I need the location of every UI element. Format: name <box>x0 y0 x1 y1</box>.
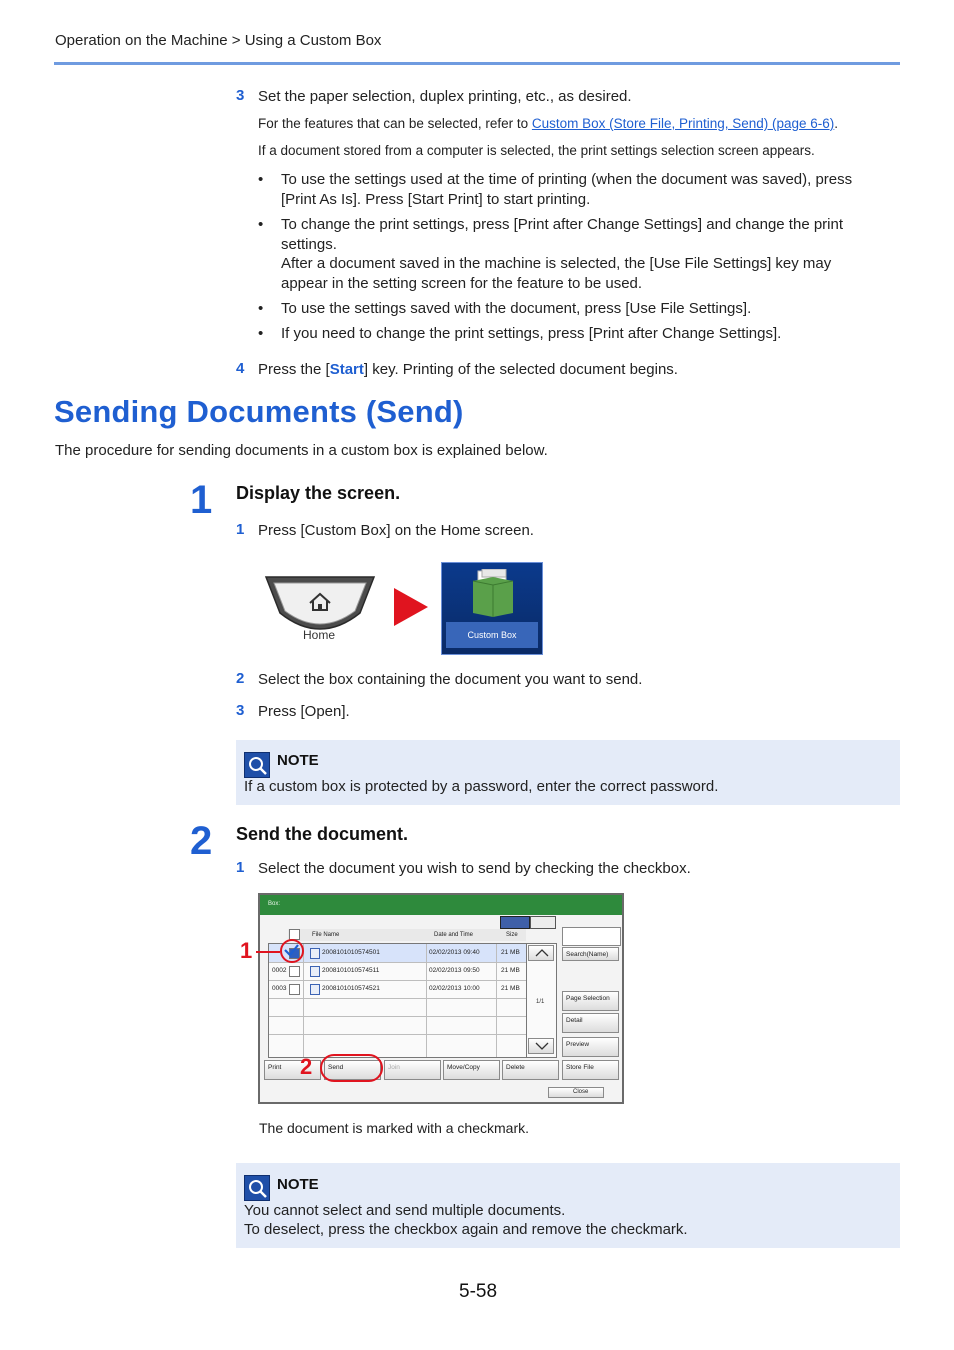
reference-line <box>258 116 838 131</box>
list-view-icon[interactable] <box>500 916 530 929</box>
bullet-item <box>258 170 898 210</box>
join-button[interactable]: Join <box>384 1060 441 1080</box>
bullet-dot: • <box>258 216 264 233</box>
file-size: 21 MB <box>501 967 520 974</box>
search-name-button[interactable]: Search(Name) <box>562 947 619 961</box>
note-box <box>236 1163 900 1248</box>
bullet-dot: • <box>258 300 264 317</box>
section-intro: The procedure for sending documents in a custom box is explained below. <box>55 442 548 459</box>
bullet-item <box>258 324 898 344</box>
page-selection-button[interactable]: Page Selection <box>562 991 619 1011</box>
home-key-label: Home <box>303 628 336 642</box>
header-divider <box>54 62 900 65</box>
file-date: 02/02/2013 09:40 <box>429 949 480 956</box>
table-row[interactable] <box>269 962 527 981</box>
thumbnail-view-icon[interactable] <box>530 916 556 929</box>
note-text: You cannot select and send multiple documents. <box>244 1202 566 1219</box>
substep-text: Press [Custom Box] on the Home screen. <box>258 522 534 539</box>
search-field[interactable] <box>562 927 621 946</box>
bullet-line: To use the settings saved with the document, press [Use File Settings]. <box>281 300 752 317</box>
reference-suffix: . <box>834 116 839 131</box>
bullet-line: To use the settings used at the time of printing (when the document was saved), press <box>281 171 853 188</box>
section-title: Sending Documents (Send) <box>54 394 464 429</box>
file-name: 2008101010574501 <box>322 949 380 956</box>
substep-number: 1 <box>236 859 245 876</box>
detail-button[interactable]: Detail <box>562 1013 619 1033</box>
file-name: 2008101010574521 <box>322 985 380 992</box>
home-key-image <box>264 575 376 647</box>
bullet-item <box>258 299 898 319</box>
substep-number: 1 <box>236 521 245 538</box>
file-icon <box>310 966 320 977</box>
bullet-line: If you need to change the print settings, press [Print after Change Settings]. <box>281 325 782 342</box>
col-date-time[interactable]: Date and Time <box>434 932 474 938</box>
callout-circle <box>280 939 304 963</box>
bullet-line: To change the print settings, press [Print after Change Settings] and change the print <box>281 216 844 233</box>
file-size: 21 MB <box>501 985 520 992</box>
row-number: 0003 <box>272 985 287 992</box>
bullet-dot: • <box>258 171 264 188</box>
substep-number: 3 <box>236 702 245 719</box>
operation-panel-screenshot <box>258 893 624 1104</box>
delete-button[interactable]: Delete <box>502 1060 559 1080</box>
checkbox[interactable] <box>289 966 300 977</box>
move-copy-button[interactable]: Move/Copy <box>443 1060 500 1080</box>
start-key-label: Start <box>329 361 364 378</box>
close-button[interactable]: Close <box>548 1087 604 1098</box>
row-number: 0002 <box>272 967 287 974</box>
col-size[interactable]: Size <box>506 932 518 938</box>
reference-link[interactable]: Custom Box (Store File, Printing, Send) (page 6-6) <box>531 116 835 131</box>
substep-text <box>258 360 678 379</box>
info-text: If a document stored from a computer is selected, the print settings selection screen appears. <box>258 143 815 158</box>
substep-number: 4 <box>236 360 245 377</box>
checkbox[interactable] <box>289 984 300 995</box>
preview-button[interactable]: Preview <box>562 1037 619 1057</box>
substep-text: Select the document you wish to send by checking the checkbox. <box>258 860 691 877</box>
scroll-up-button[interactable] <box>528 945 554 961</box>
bullet-dot: • <box>258 325 264 342</box>
checkmark-icon <box>282 941 301 960</box>
file-date: 02/02/2013 10:00 <box>429 985 480 992</box>
callout-line <box>256 951 280 953</box>
table-row <box>269 998 527 1017</box>
bullet-line: After a document saved in the machine is selected, the [Use File Settings] key may <box>281 255 832 272</box>
page-number: 5-58 <box>459 1281 498 1302</box>
breadcrumb: Operation on the Machine > Using a Custom Box <box>55 32 382 49</box>
table-row <box>269 1034 527 1052</box>
note-icon <box>244 752 270 778</box>
file-name: 2008101010574511 <box>322 967 380 974</box>
table-header <box>288 929 526 941</box>
scroll-column <box>526 943 557 1058</box>
note-text: If a custom box is protected by a password, enter the correct password. <box>244 778 719 795</box>
custom-box-label: Custom Box <box>446 622 538 648</box>
bullet-line: settings. <box>281 235 337 253</box>
bullet-line: [Print As Is]. Press [Start Print] to start printing. <box>281 190 591 208</box>
step-number: 1 <box>190 478 213 522</box>
bullet-line: appear in the setting screen for the feature to be used. <box>281 274 643 292</box>
text-suffix: ] key. Printing of the selected document begins. <box>363 361 678 378</box>
substep-number: 2 <box>236 670 245 687</box>
callout-number: 2 <box>300 1054 313 1079</box>
note-text: To deselect, press the checkbox again and remove the checkmark. <box>244 1221 688 1238</box>
callout-highlight <box>320 1054 383 1082</box>
page-indicator: 1/1 <box>536 999 545 1005</box>
step-title: Display the screen. <box>236 483 401 503</box>
step-title: Send the document. <box>236 824 409 844</box>
col-file-name[interactable]: File Name <box>312 932 340 938</box>
custom-box-icon <box>470 569 516 619</box>
reference-prefix: For the features that can be selected, refer to <box>258 116 532 131</box>
substep-text: Press [Open]. <box>258 703 350 720</box>
bullet-item <box>258 215 898 295</box>
store-file-button[interactable]: Store File <box>562 1060 619 1080</box>
table-row[interactable] <box>269 980 527 999</box>
box-label: Box: <box>268 901 281 907</box>
table-row[interactable] <box>269 944 527 963</box>
note-label: NOTE <box>277 1176 319 1193</box>
table-row <box>269 1016 527 1035</box>
file-icon <box>310 948 320 959</box>
substep-number: 3 <box>236 87 245 104</box>
note-label: NOTE <box>277 752 319 769</box>
note-box <box>236 740 900 805</box>
arrow-right-icon <box>394 588 428 626</box>
file-table <box>268 943 528 1058</box>
figure-caption: The document is marked with a checkmark. <box>259 1120 529 1136</box>
print-button[interactable]: Print <box>264 1060 321 1080</box>
substep-text: Select the box containing the document you want to send. <box>258 671 643 688</box>
callout-number: 1 <box>240 938 253 963</box>
substep-text: Set the paper selection, duplex printing, etc., as desired. <box>258 88 632 105</box>
file-icon <box>310 984 320 995</box>
text-prefix: Press the [ <box>258 361 330 378</box>
step-number: 2 <box>190 819 213 863</box>
custom-box-tile[interactable] <box>441 562 543 655</box>
send-button[interactable]: Send <box>324 1060 381 1080</box>
note-icon <box>244 1175 270 1201</box>
scroll-down-button[interactable] <box>528 1038 554 1054</box>
panel-header-bar <box>260 895 622 915</box>
file-size: 21 MB <box>501 949 520 956</box>
file-date: 02/02/2013 09:50 <box>429 967 480 974</box>
